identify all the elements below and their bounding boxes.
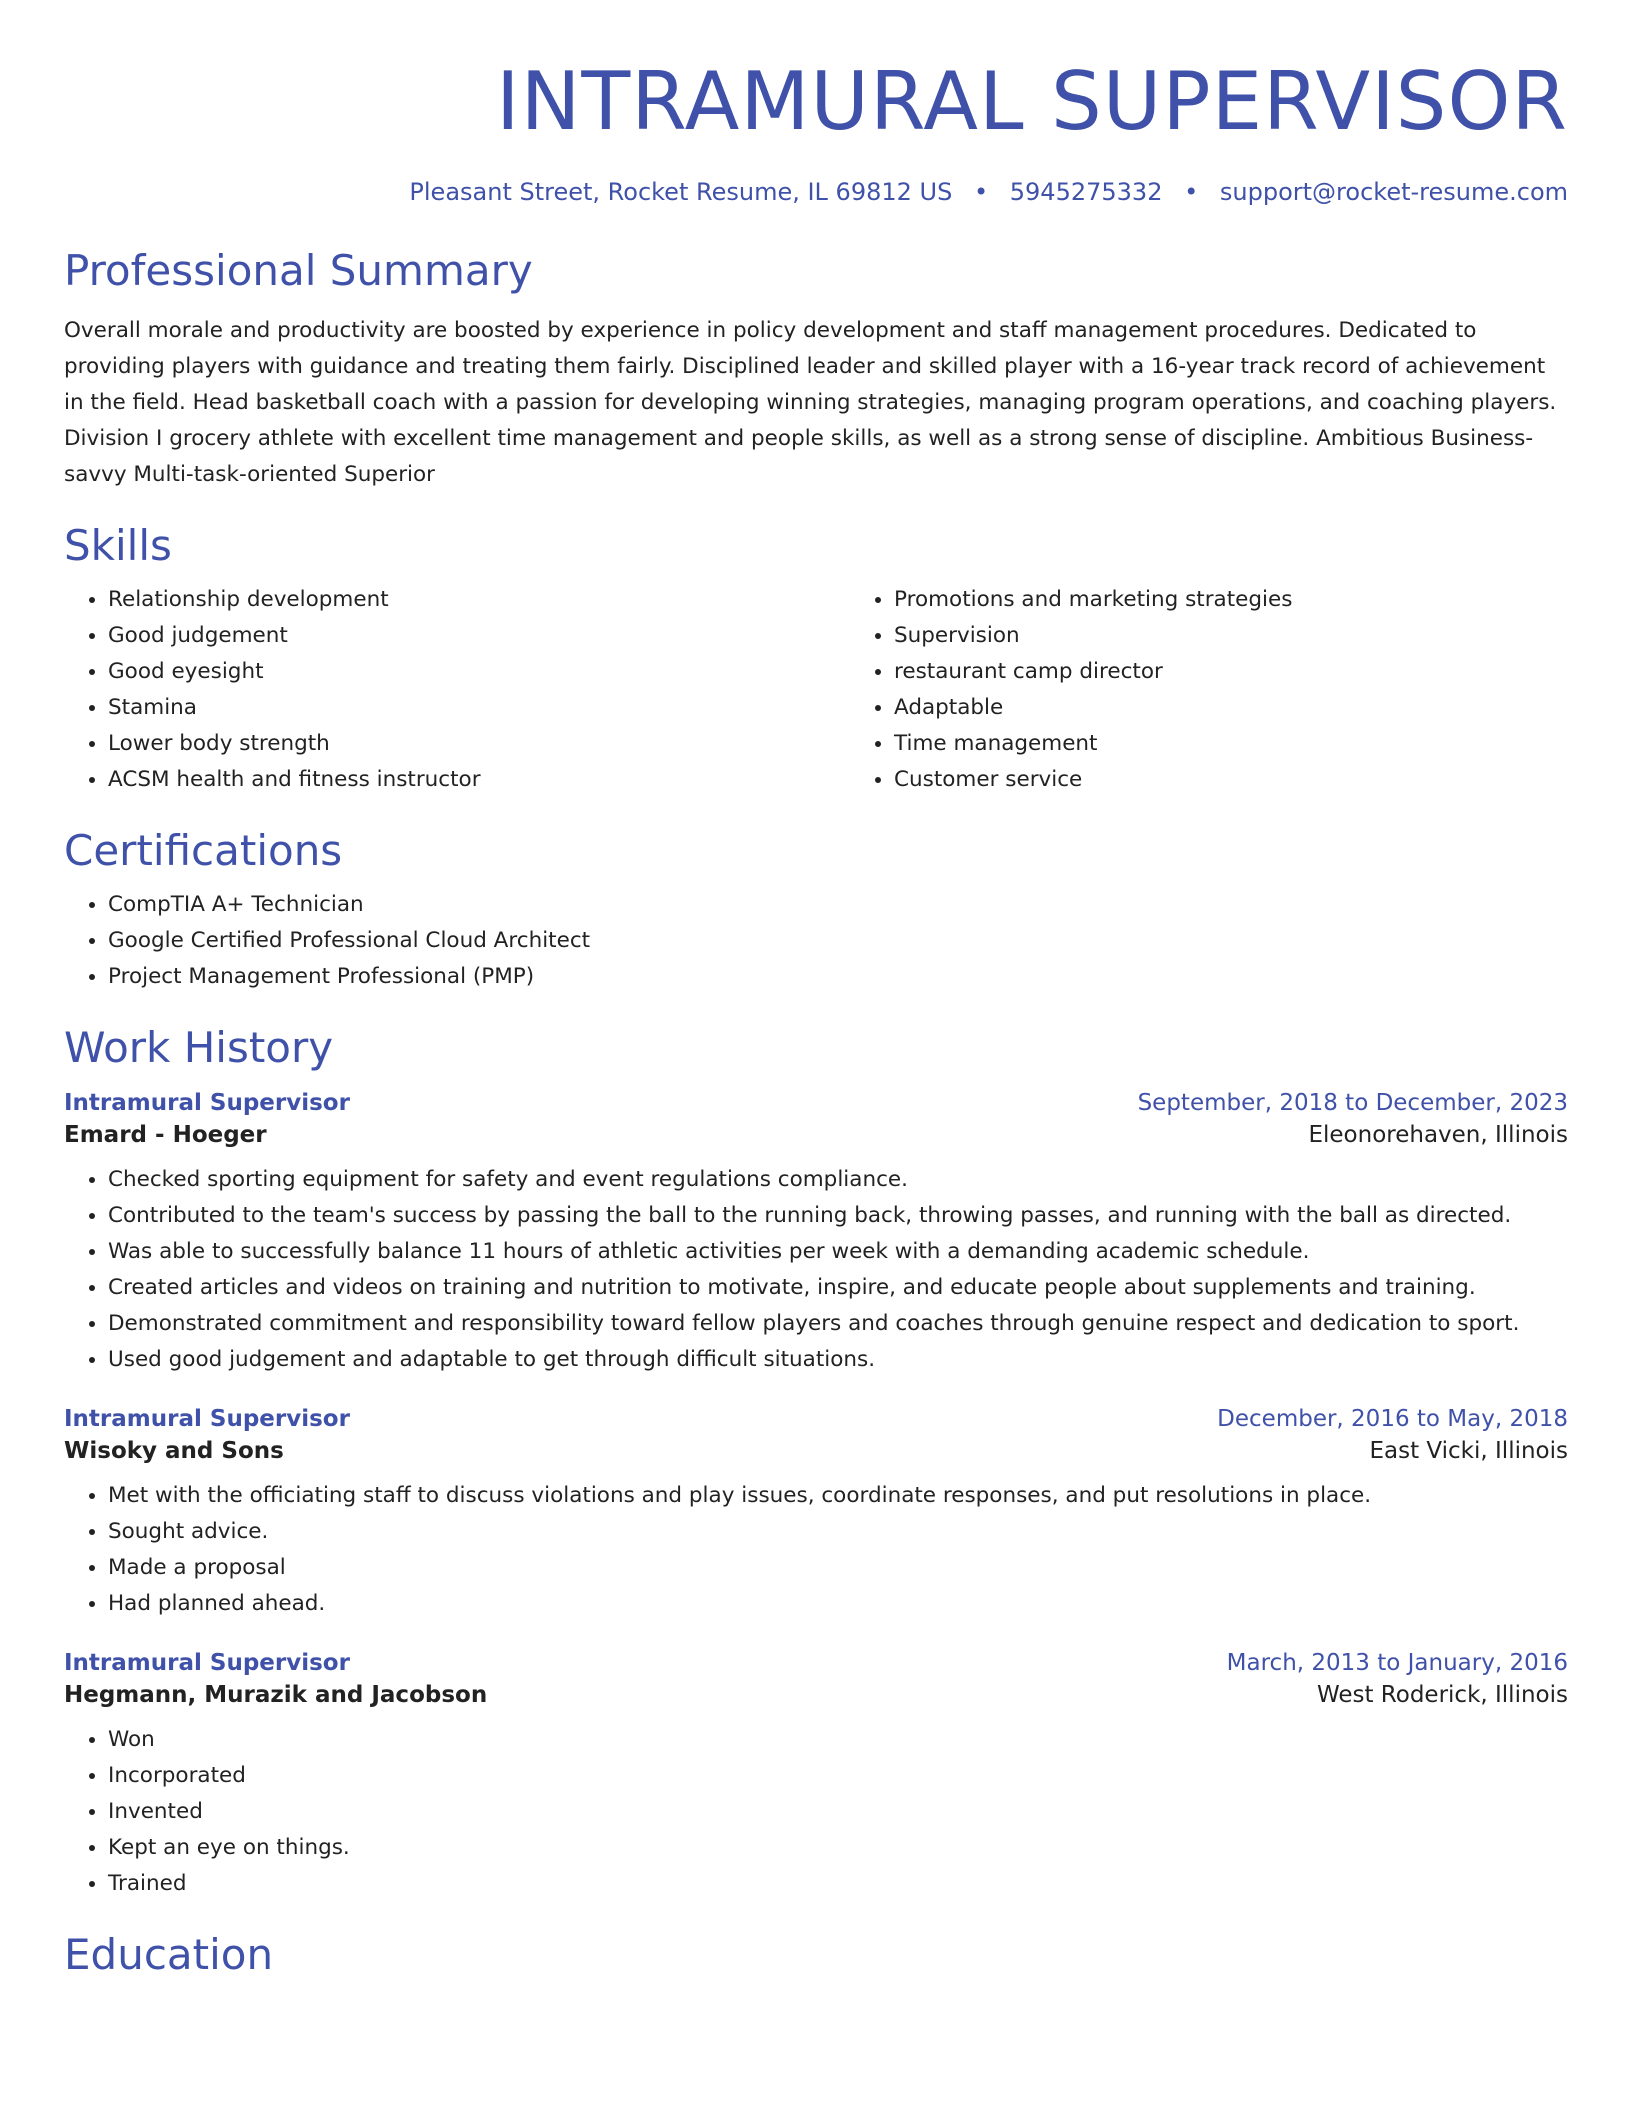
job-dates: September, 2018 to December, 2023 — [1137, 1090, 1568, 1116]
skill-item: • restaurant camp director — [894, 654, 1632, 690]
job-location: Eleonorehaven, Illinois — [1308, 1122, 1568, 1148]
job-bullet: • Checked sporting equipment for safety and event regulations compliance. — [108, 1162, 1568, 1198]
summary-section — [64, 246, 1568, 493]
certification-item: • Project Management Professional (PMP) — [108, 959, 1568, 995]
job-dates: December, 2016 to May, 2018 — [1217, 1406, 1568, 1432]
skills-list-left — [64, 582, 850, 798]
skill-item: • Adaptable — [894, 690, 1632, 726]
job-dates: March, 2013 to January, 2016 — [1226, 1650, 1568, 1676]
skills-grid — [64, 582, 1568, 798]
candidate-name: INTRAMURAL SUPERVISOR — [495, 55, 1568, 148]
skill-item: • Relationship development — [108, 582, 850, 618]
skill-item: • ACSM health and fitness instructor — [108, 762, 850, 798]
job-title: Intramural Supervisor — [64, 1090, 350, 1116]
skill-item: • Good eyesight — [108, 654, 850, 690]
job-bullets — [64, 1722, 1568, 1902]
job-bullets — [64, 1162, 1568, 1378]
contact-email[interactable]: support@rocket-resume.com — [1219, 178, 1568, 206]
contact-separator: • — [1184, 178, 1199, 206]
job-company: Wisoky and Sons — [64, 1438, 284, 1464]
job-bullet: • Kept an eye on things. — [108, 1830, 1568, 1866]
job-bullet: • Was able to successfully balance 11 hours of athletic activities per week with a demanding academic schedule. — [108, 1234, 1568, 1270]
job-bullet: • Incorporated — [108, 1758, 1568, 1794]
job-company: Hegmann, Murazik and Jacobson — [64, 1682, 488, 1708]
education-section — [64, 1930, 1568, 1979]
job-entry — [64, 1650, 1568, 1902]
skill-item: • Time management — [894, 726, 1632, 762]
job-title-row — [64, 1406, 1568, 1432]
contact-phone: 5945275332 — [1009, 178, 1163, 206]
work-history-heading: Work History — [64, 1023, 334, 1072]
certifications-heading: Certifications — [64, 826, 343, 875]
job-bullet: • Invented — [108, 1794, 1568, 1830]
summary-heading: Professional Summary — [64, 246, 533, 295]
contact-separator: • — [973, 178, 989, 206]
job-title: Intramural Supervisor — [64, 1406, 350, 1432]
job-bullet: • Used good judgement and adaptable to get through difficult situations. — [108, 1342, 1568, 1378]
job-location: West Roderick, Illinois — [1316, 1682, 1568, 1708]
job-company: Emard - Hoeger — [64, 1122, 267, 1148]
job-bullet: • Trained — [108, 1866, 1568, 1902]
skills-section — [64, 521, 1568, 798]
summary-text: Overall morale and productivity are boosted by experience in policy development and staff management procedures. Dedicated to providing players with guidance and treating them fairly. Disciplined leader and skilled player with a 16-year track record of achievement in the field. Head basketball coach with a passion for developing winning strategies, managing program operations, and coaching players. Division I grocery athlete with excellent time management and people skills, as well as a strong sense of discipline. Ambitious Business-savvy Multi-task-oriented Superior — [64, 318, 1557, 487]
job-company-row — [64, 1122, 1568, 1148]
skill-item: • Promotions and marketing strategies — [894, 582, 1632, 618]
certifications-list — [64, 887, 1568, 995]
job-entry — [64, 1406, 1568, 1622]
job-entry — [64, 1090, 1568, 1378]
job-bullet: • Met with the officiating staff to discuss violations and play issues, coordinate responses, and put resolutions in place. — [108, 1478, 1568, 1514]
skill-item: • Stamina — [108, 690, 850, 726]
work-history-section — [64, 1023, 1568, 1902]
skills-heading: Skills — [64, 521, 172, 570]
skill-item: • Lower body strength — [108, 726, 850, 762]
job-title-row — [64, 1650, 1568, 1676]
job-bullet: • Demonstrated commitment and responsibility toward fellow players and coaches through genuine respect and dedication to sport. — [108, 1306, 1568, 1342]
skill-item: • Good judgement — [108, 618, 850, 654]
job-bullet: • Won — [108, 1722, 1568, 1758]
skill-item: • Customer service — [894, 762, 1632, 798]
job-bullet: • Sought advice. — [108, 1514, 1568, 1550]
job-company-row — [64, 1438, 1568, 1464]
job-title-row — [64, 1090, 1568, 1116]
job-bullet: • Had planned ahead. — [108, 1586, 1568, 1622]
job-bullet: • Contributed to the team's success by passing the ball to the running back, throwing passes, and running with the ball as directed. — [108, 1198, 1568, 1234]
skill-item: • Supervision — [894, 618, 1632, 654]
contact-address: Pleasant Street, Rocket Resume, IL 69812 US — [409, 178, 953, 206]
job-company-row — [64, 1682, 1568, 1708]
skills-list-right — [850, 582, 1632, 798]
job-bullet: • Created articles and videos on training and nutrition to motivate, inspire, and educate people about supplements and training. — [108, 1270, 1568, 1306]
job-bullet: • Made a proposal — [108, 1550, 1568, 1586]
contact-line — [64, 178, 1568, 206]
education-heading: Education — [64, 1930, 274, 1979]
resume-header — [64, 0, 1568, 206]
job-bullets — [64, 1478, 1568, 1622]
certifications-section — [64, 826, 1568, 995]
certification-item: • CompTIA A+ Technician — [108, 887, 1568, 923]
job-location: East Vicki, Illinois — [1369, 1438, 1568, 1464]
certification-item: • Google Certified Professional Cloud Architect — [108, 923, 1568, 959]
job-title: Intramural Supervisor — [64, 1650, 350, 1676]
